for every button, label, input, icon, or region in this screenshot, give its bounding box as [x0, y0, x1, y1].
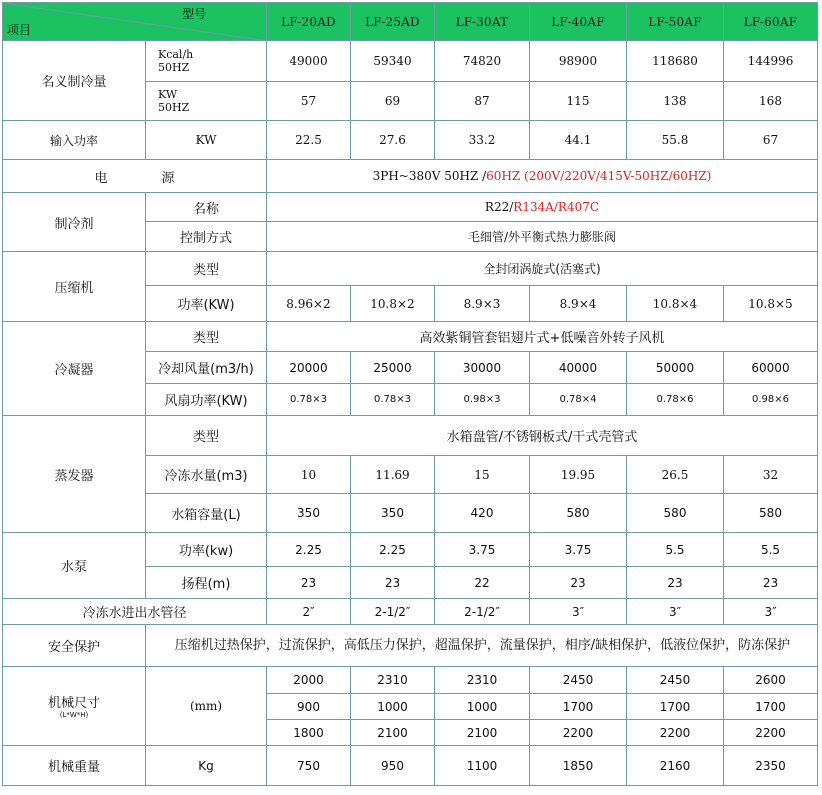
table-cell: 2310 — [435, 667, 530, 694]
table-cell: 580 — [724, 494, 818, 533]
table-cell: 20000 — [267, 352, 351, 384]
table-cell: 2″ — [267, 599, 351, 625]
model-name: LF-50AF — [627, 3, 724, 41]
table-cell: 5.5 — [724, 533, 818, 567]
cooling-kw-unit-cell — [146, 82, 267, 121]
compressor-type-value: 全封闭涡旋式(活塞式) — [267, 252, 818, 286]
table-cell: 10.8×4 — [627, 286, 724, 322]
table-cell: 168 — [724, 82, 818, 121]
model-name: LF-20AD — [267, 3, 351, 41]
table-cell: 750 — [267, 746, 351, 786]
table-cell: 115 — [530, 82, 627, 121]
cooling-airflow-label: 冷却风量(m3/h) — [146, 352, 267, 384]
table-cell: 2100 — [435, 720, 530, 746]
power-supply-label-cell — [3, 160, 267, 193]
dimensions-label-cell — [3, 667, 146, 746]
model-name: LF-30AT — [435, 3, 530, 41]
power-supply-row — [3, 160, 818, 193]
refrigerant-name-row — [3, 193, 818, 222]
input-power-unit: KW — [146, 121, 267, 160]
table-cell: 1100 — [435, 746, 530, 786]
table-cell: 1850 — [530, 746, 627, 786]
table-cell: 23 — [530, 567, 627, 599]
table-cell: 144996 — [724, 41, 818, 82]
control-method-value: 毛细管/外平衡式热力膨胀阀 — [267, 222, 818, 252]
table-cell: 23 — [627, 567, 724, 599]
table-cell: 2600 — [724, 667, 818, 694]
table-cell: 3″ — [627, 599, 724, 625]
table-cell: 74820 — [435, 41, 530, 82]
table-cell: 25000 — [351, 352, 435, 384]
table-cell: 55.8 — [627, 121, 724, 160]
table-cell: 8.9×4 — [530, 286, 627, 322]
table-cell: 22 — [435, 567, 530, 599]
power-supply-label-b: 源 — [161, 170, 175, 186]
table-cell: 2160 — [627, 746, 724, 786]
table-cell: 44.1 — [530, 121, 627, 160]
table-cell: 23 — [724, 567, 818, 599]
table-cell: 15 — [435, 456, 530, 494]
table-cell: 3.75 — [435, 533, 530, 567]
dimensions-label: 机械尺寸 — [47, 696, 100, 711]
compressor-type-row — [3, 252, 818, 286]
condenser-type-row — [3, 322, 818, 352]
table-cell: 2100 — [351, 720, 435, 746]
kcal-unit: Kcal/h — [158, 48, 194, 61]
tank-capacity-label: 水箱容量(L) — [146, 494, 267, 533]
table-cell: 2000 — [267, 667, 351, 694]
pipe-size-label: 冷冻水进出水管径 — [3, 599, 267, 625]
table-cell: 1000 — [435, 694, 530, 720]
table-cell: 420 — [435, 494, 530, 533]
input-power-label: 输入功率 — [3, 121, 146, 160]
kw-unit: KW — [158, 88, 178, 101]
power-supply-label-a: 电 — [94, 170, 108, 186]
safety-value: 压缩机过热保护，过流保护，高低压力保护，超温保护，流量保护，相序/缺相保护，低液位保护，防冻保护 — [146, 625, 818, 667]
power-supply-value — [267, 160, 818, 193]
table-cell: 49000 — [267, 41, 351, 82]
pump-head-label: 扬程(m) — [146, 567, 267, 599]
refrigerant-base: R22/ — [484, 200, 514, 214]
weight-label: 机械重量 — [3, 746, 146, 786]
table-cell: 2200 — [724, 720, 818, 746]
condenser-type-value: 高效紫铜管套铝翅片式+低噪音外转子风机 — [267, 322, 818, 352]
table-cell: 1700 — [627, 694, 724, 720]
table-cell: 2200 — [530, 720, 627, 746]
table-cell: 57 — [267, 82, 351, 121]
table-cell: 580 — [627, 494, 724, 533]
table-cell: 10.8×5 — [724, 286, 818, 322]
condenser-type-label: 类型 — [146, 322, 267, 352]
kcal-frequency: 50HZ — [158, 61, 190, 74]
table-cell: 900 — [267, 694, 351, 720]
model-name: LF-25AD — [351, 3, 435, 41]
weight-row — [3, 746, 818, 786]
table-cell: 98900 — [530, 41, 627, 82]
table-cell: 1000 — [351, 694, 435, 720]
table-cell: 0.78×6 — [627, 384, 724, 416]
chilled-water-label: 冷冻水量(m3) — [146, 456, 267, 494]
table-cell: 580 — [530, 494, 627, 533]
table-cell: 50000 — [627, 352, 724, 384]
table-cell: 2-1/2″ — [435, 599, 530, 625]
table-cell: 59340 — [351, 41, 435, 82]
table-cell: 3″ — [724, 599, 818, 625]
table-cell: 22.5 — [267, 121, 351, 160]
table-cell: 2450 — [530, 667, 627, 694]
table-cell: 69 — [351, 82, 435, 121]
spec-table — [2, 2, 818, 786]
header-row — [3, 3, 818, 41]
table-cell: 40000 — [530, 352, 627, 384]
table-cell: 8.9×3 — [435, 286, 530, 322]
input-power-row — [3, 121, 818, 160]
table-cell: 138 — [627, 82, 724, 121]
pump-power-label: 功率(kw) — [146, 533, 267, 567]
table-cell: 10.8×2 — [351, 286, 435, 322]
weight-unit: Kg — [146, 746, 267, 786]
table-cell: 30000 — [435, 352, 530, 384]
table-cell: 2200 — [627, 720, 724, 746]
model-name: LF-40AF — [530, 3, 627, 41]
table-cell: 23 — [351, 567, 435, 599]
table-cell: 0.98×3 — [435, 384, 530, 416]
table-cell: 350 — [267, 494, 351, 533]
table-cell: 32 — [724, 456, 818, 494]
model-name: LF-60AF — [724, 3, 818, 41]
fan-power-label: 风扇功率(KW) — [146, 384, 267, 416]
cooling-kcal-row — [3, 41, 818, 82]
compressor-label: 压缩机 — [3, 252, 146, 322]
refrigerant-name-value — [267, 193, 818, 222]
header-corner-cell — [3, 3, 267, 41]
evaporator-type-label: 类型 — [146, 416, 267, 456]
dimensions-note: (L*W*H) — [59, 711, 89, 719]
evaporator-type-value: 水箱盘管/不锈钢板式/干式壳管式 — [267, 416, 818, 456]
table-cell: 2.25 — [351, 533, 435, 567]
table-cell: 2450 — [627, 667, 724, 694]
table-cell: 2-1/2″ — [351, 599, 435, 625]
table-cell: 2350 — [724, 746, 818, 786]
table-cell: 0.78×3 — [267, 384, 351, 416]
pump-label: 水泵 — [3, 533, 146, 599]
table-cell: 87 — [435, 82, 530, 121]
table-cell: 27.6 — [351, 121, 435, 160]
table-cell: 67 — [724, 121, 818, 160]
cooling-kcal-unit-cell — [146, 41, 267, 82]
refrigerant-options: R134A/R407C — [513, 200, 600, 214]
table-cell: 350 — [351, 494, 435, 533]
power-supply-options: 60HZ (200V/220V/415V-50HZ/60HZ) — [486, 169, 712, 183]
refrigerant-label: 制冷剂 — [3, 193, 146, 252]
table-cell: 5.5 — [627, 533, 724, 567]
table-cell: 3.75 — [530, 533, 627, 567]
table-cell: 2.25 — [267, 533, 351, 567]
table-cell: 0.98×6 — [724, 384, 818, 416]
refrigerant-name-label: 名称 — [146, 193, 267, 222]
table-cell: 1700 — [530, 694, 627, 720]
table-cell: 19.95 — [530, 456, 627, 494]
table-cell: 2310 — [351, 667, 435, 694]
table-cell: 118680 — [627, 41, 724, 82]
table-cell: 23 — [267, 567, 351, 599]
power-supply-base: 3PH~380V 50HZ / — [372, 169, 487, 183]
table-cell: 950 — [351, 746, 435, 786]
table-cell: 1700 — [724, 694, 818, 720]
compressor-type-label: 类型 — [146, 252, 267, 286]
table-cell: 3″ — [530, 599, 627, 625]
table-cell: 8.96×2 — [267, 286, 351, 322]
table-cell: 0.78×4 — [530, 384, 627, 416]
evaporator-type-row — [3, 416, 818, 456]
table-cell: 10 — [267, 456, 351, 494]
table-cell: 26.5 — [627, 456, 724, 494]
item-header-label: 项目 — [7, 23, 32, 37]
dimension-length-row — [3, 667, 818, 694]
table-cell: 60000 — [724, 352, 818, 384]
safety-row — [3, 625, 818, 667]
control-method-label: 控制方式 — [146, 222, 267, 252]
table-cell: 33.2 — [435, 121, 530, 160]
model-header-label: 型号 — [181, 7, 206, 21]
kw-frequency: 50HZ — [158, 101, 190, 114]
evaporator-label: 蒸发器 — [3, 416, 146, 533]
table-cell: 0.78×3 — [351, 384, 435, 416]
condenser-label: 冷凝器 — [3, 322, 146, 416]
cooling-capacity-label: 名义制冷量 — [3, 41, 146, 121]
safety-label: 安全保护 — [3, 625, 146, 667]
table-cell: 11.69 — [351, 456, 435, 494]
pipe-row — [3, 599, 818, 625]
compressor-power-label: 功率(KW) — [146, 286, 267, 322]
dimensions-unit: (mm) — [146, 667, 267, 746]
table-cell: 1800 — [267, 720, 351, 746]
diagonal-divider — [3, 3, 267, 41]
pump-power-row — [3, 533, 818, 567]
